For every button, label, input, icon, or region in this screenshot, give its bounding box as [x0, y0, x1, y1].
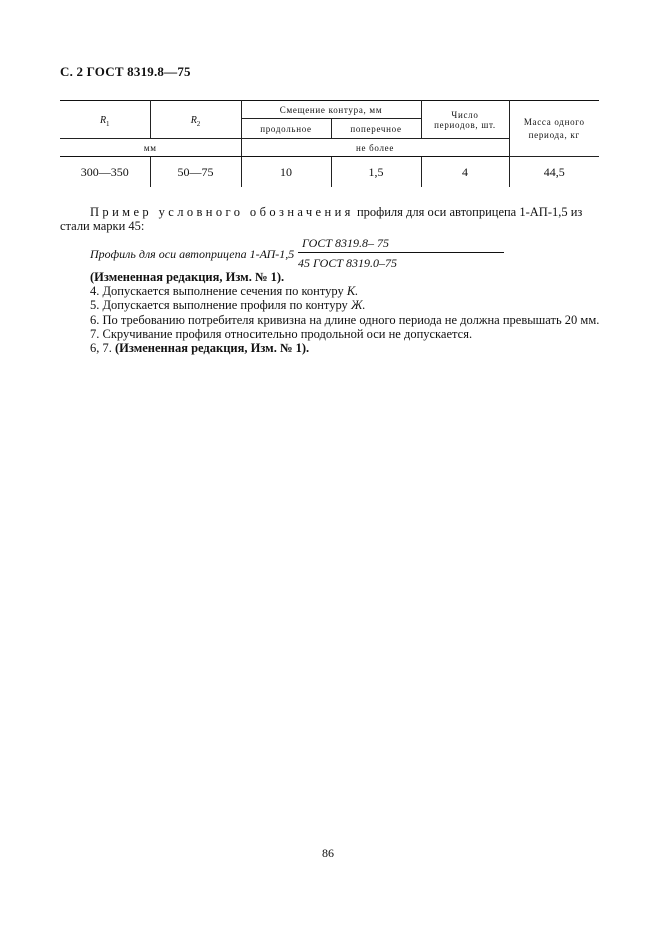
header-transverse: поперечное [331, 119, 421, 139]
designation-example [60, 205, 600, 233]
r2-symbol: $R_2$ [190, 114, 201, 128]
cell-r1: 300—350 [60, 157, 150, 188]
edit-note-1: (Измененная редакция, Изм. № 1). [90, 270, 285, 284]
cell-mass: 44,5 [543, 164, 565, 179]
notes-section [90, 270, 599, 355]
example-text-line2: стали марки 45: [60, 219, 145, 233]
formula-denominator: 45 ГОСТ 8319.0–75 [298, 256, 398, 270]
cell-longitudinal: 10 [241, 157, 331, 188]
header-mass: Масса одного периода, кг [509, 101, 599, 157]
fraction-bar [298, 252, 504, 253]
header-longitudinal: продольное [241, 119, 331, 139]
header-r2 [150, 101, 241, 139]
note-6: 6. По требованию потребителя кривизна на длине одного периода не должна превышать 20 мм. [90, 312, 600, 327]
page-number: 86 [322, 846, 334, 860]
r1-symbol: $R_1$ [99, 114, 110, 128]
note-7: 7. Скручивание профиля относительно продольной оси не допускается. [90, 326, 473, 341]
table-row [60, 157, 599, 188]
units-max: не более [241, 139, 509, 157]
cell-r2: 50—75 [150, 157, 241, 188]
formula-numerator: ГОСТ 8319.8– 75 [302, 236, 390, 250]
profile-dimensions-table [60, 100, 599, 187]
example-text-line1: профиля для оси автоприцепа 1-АП-1,5 из [353, 205, 583, 219]
edit-note-2: 6, 7. (Измененная редакция, Изм. № 1). [90, 341, 310, 356]
header-periods: Число периодов, шт. [421, 101, 509, 139]
units-mm: мм [60, 139, 241, 157]
cell-transverse: 1,5 [331, 157, 421, 188]
cell-periods: 4 [421, 157, 509, 188]
header-r1 [60, 101, 150, 139]
example-spaced-label: Пример условного обозначения [90, 205, 354, 219]
note-4: 4. Допускается выполнение сечения по контуру К. [90, 284, 359, 299]
formula-lead: Профиль для оси автоприцепа 1-АП-1,5 [90, 247, 295, 261]
page-header: С. 2 ГОСТ 8319.8—75 [60, 64, 191, 79]
header-offset: Смещение контура, мм [241, 101, 421, 119]
note-5: 5. Допускается выполнение профиля по контуру Ж. [90, 298, 366, 313]
